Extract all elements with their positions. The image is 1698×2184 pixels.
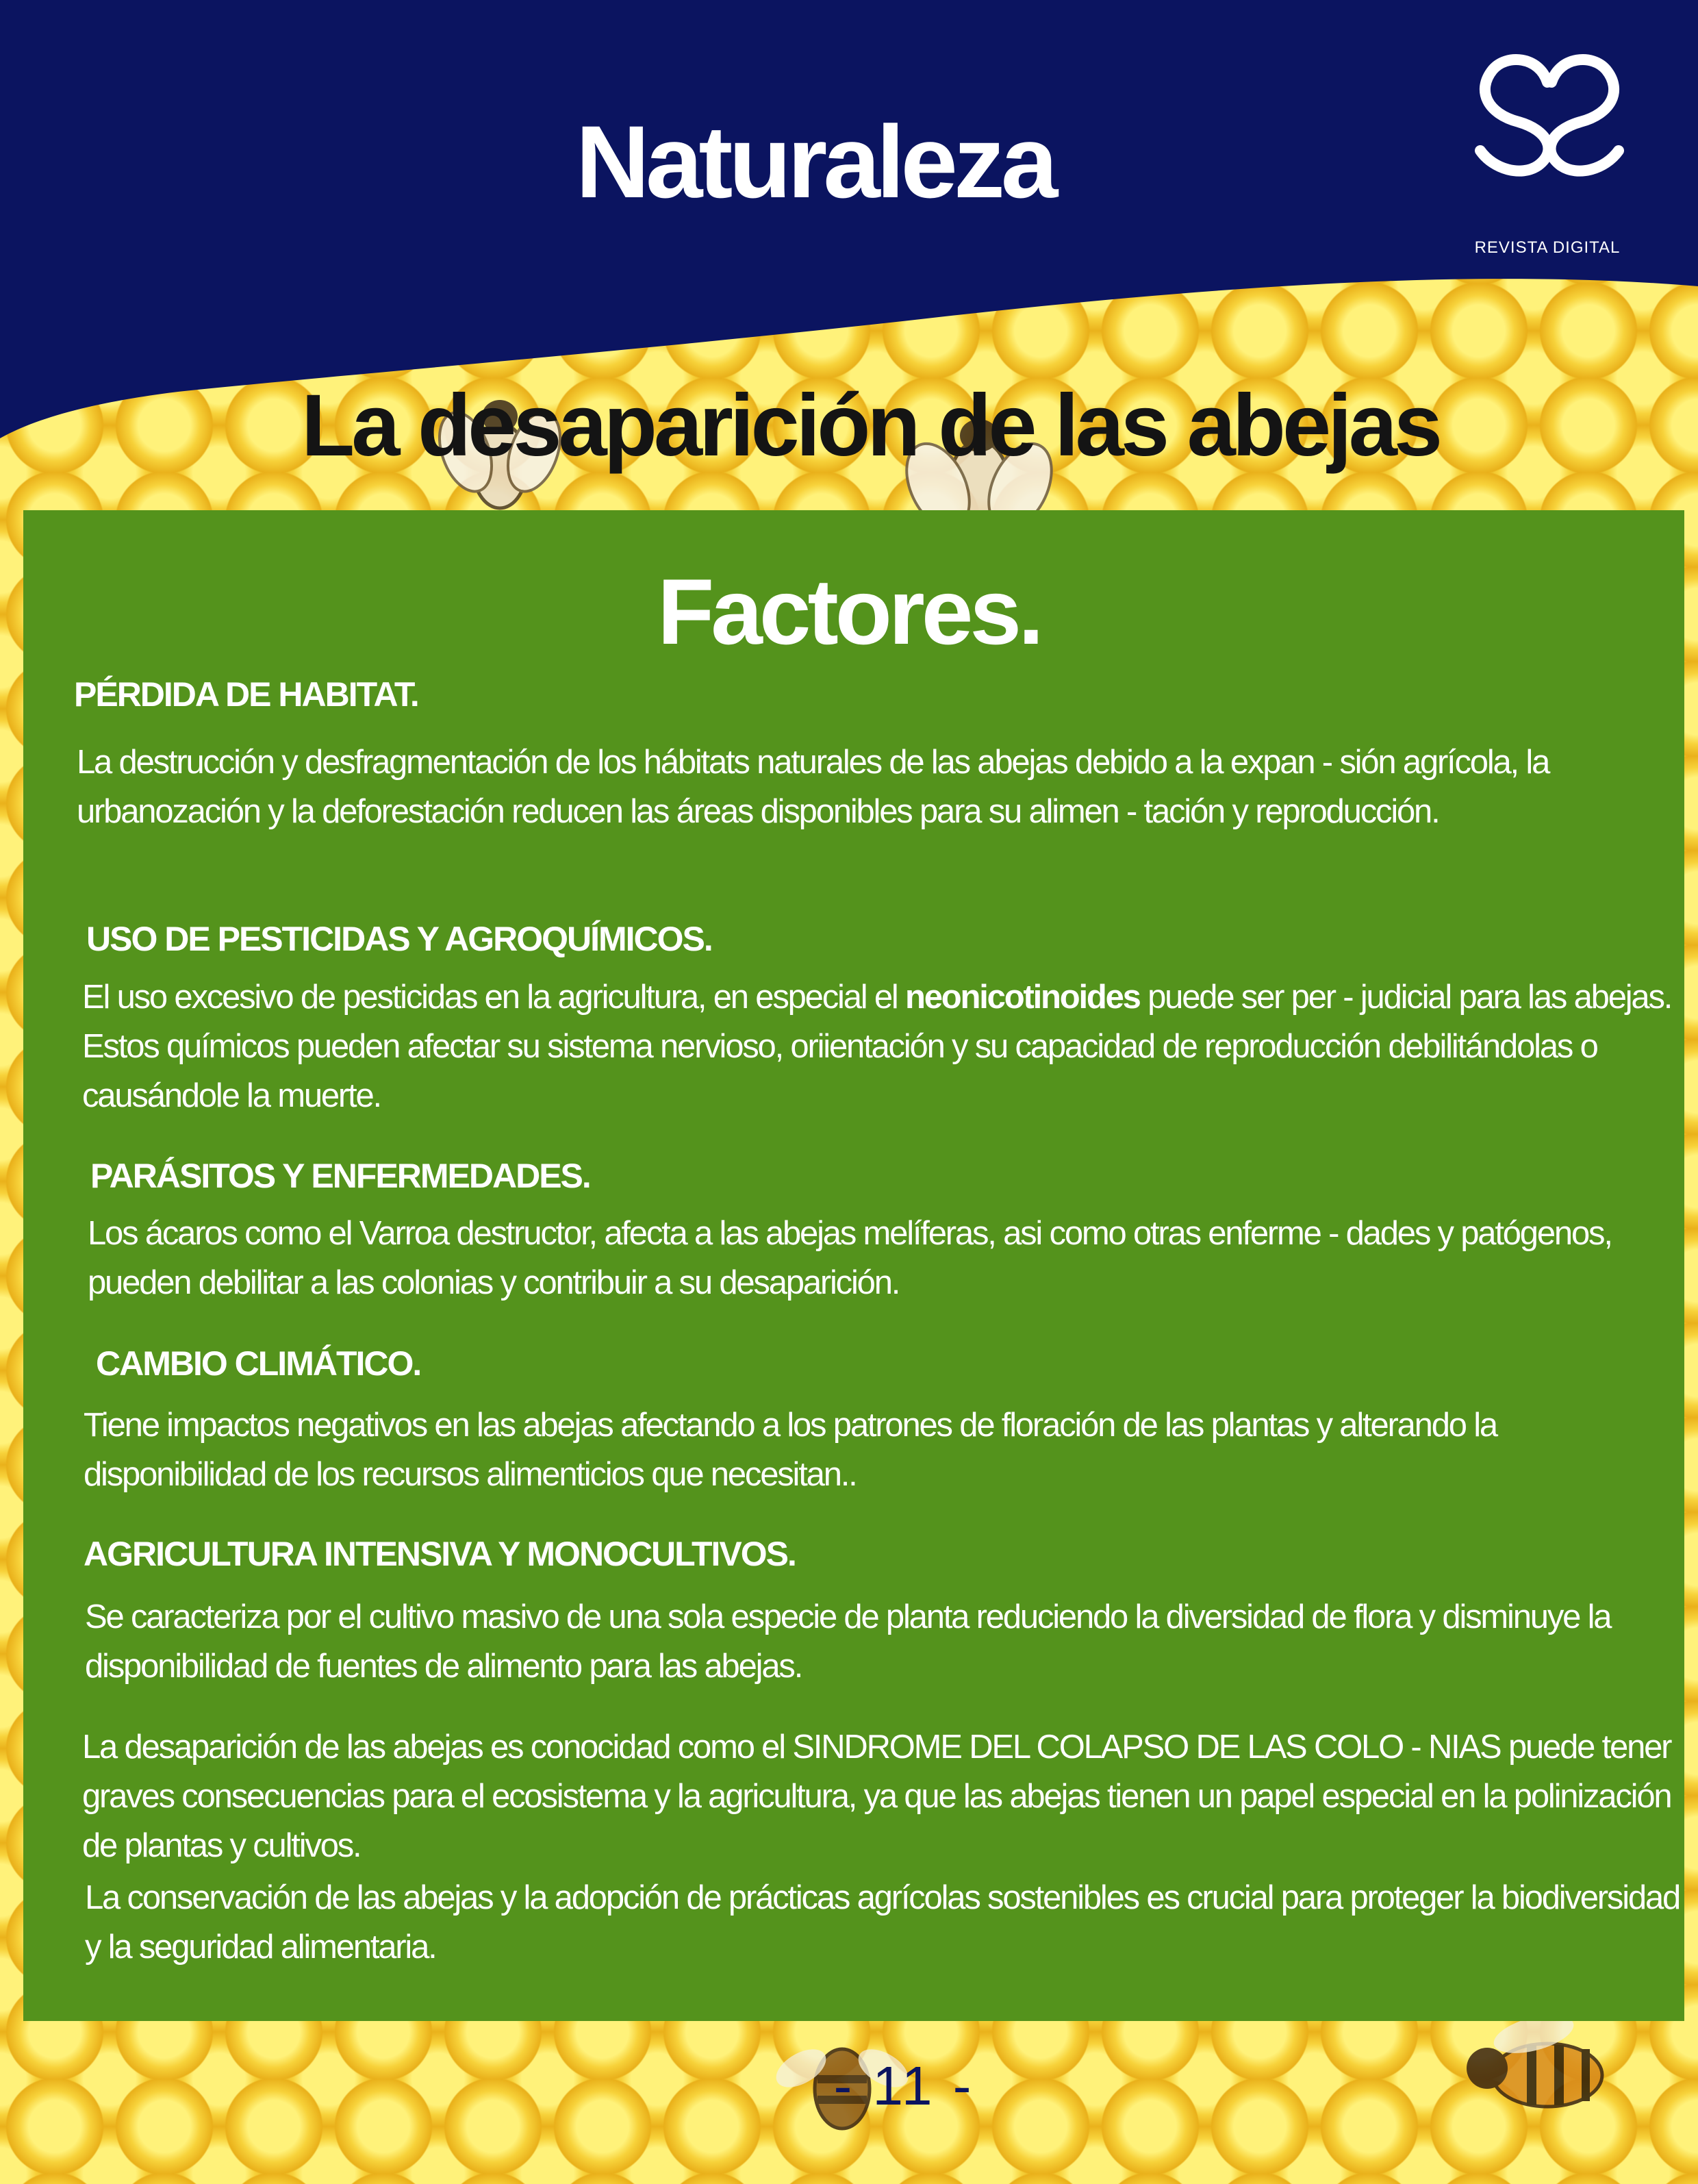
section-name: Naturaleza (575, 104, 1054, 219)
article-title: La desaparición de las abejas (301, 377, 1440, 475)
section-body-climate-change: Tiene impactos negativos en las abejas afectando a los patrones de floración de las plantas y alterando la disponibilidad de los recursos alimenticios que necesitan.. (84, 1407, 1497, 1493)
section-heading-parasites: PARÁSITOS Y ENFERMEDADES. (90, 1157, 590, 1195)
heart-s-logo-icon (1471, 48, 1628, 178)
section-body-intensive-agriculture: Se caracteriza por el cultivo masivo de una sola especie de planta reduciendo la diversidad de flora y disminuye la disponibilidad de fuentes de alimento para las abejas. (85, 1598, 1611, 1685)
section-heading-pesticides: USO DE PESTICIDAS Y AGROQUÍMICOS. (86, 920, 712, 958)
section-body-parasites: Los ácaros como el Varroa destructor, afecta a las abejas melíferas, asi como otras enferme - dades y patógenos, pueden debilitar a las colonias y contribuir a su desaparición. (88, 1215, 1612, 1301)
section-heading-intensive-agriculture: AGRICULTURA INTENSIVA Y MONOCULTIVOS. (84, 1535, 796, 1573)
neonicotinoides-highlight: neonicotinoides (905, 979, 1140, 1016)
section-heading-habitat-loss: PÉRDIDA DE HABITAT. (74, 675, 418, 714)
conclusion-paragraph-conservation: La conservación de las abejas y la adopción de prácticas agrícolas sostenibles es crucial para proteger la biodiversidad y la seguridad alimentaria. (85, 1879, 1680, 1966)
conclusion-paragraph-colony-collapse: La desaparición de las abejas es conocidad como el SINDROME DEL COLAPSO DE LAS COLO - NIAS puede tener graves consecuencias para el ecosistema y la agricultura, ya que las abejas tienen un papel especial en la polinización de plantas y cultivos. (82, 1729, 1671, 1864)
pesticides-text-end: puede ser per - judicial para las abejas. Estos químicos pueden afectar su sistema nervioso, oriientación y su capacidad de reproducción debilitándolas o causándole la muerte. (82, 979, 1672, 1114)
section-heading-climate-change: CAMBIO CLIMÁTICO. (96, 1344, 421, 1383)
section-body-pesticides (82, 972, 1677, 1120)
section-body-habitat-loss: La destrucción y desfragmentación de los hábitats naturales de las abejas debido a la expan - sión agrícola, la urbanozación y la deforestación reducen las áreas disponibles para su alimen - tación y reproducción. (77, 744, 1549, 830)
factors-heading: Factores. (657, 560, 1041, 664)
bee-icon (1445, 2000, 1623, 2150)
pesticides-text-start: El uso excesivo de pesticidas en la agricultura, en especial el (82, 979, 906, 1016)
page-number: - 11 - (833, 2055, 974, 2116)
logo-caption: REVISTA DIGITAL (1474, 238, 1621, 257)
